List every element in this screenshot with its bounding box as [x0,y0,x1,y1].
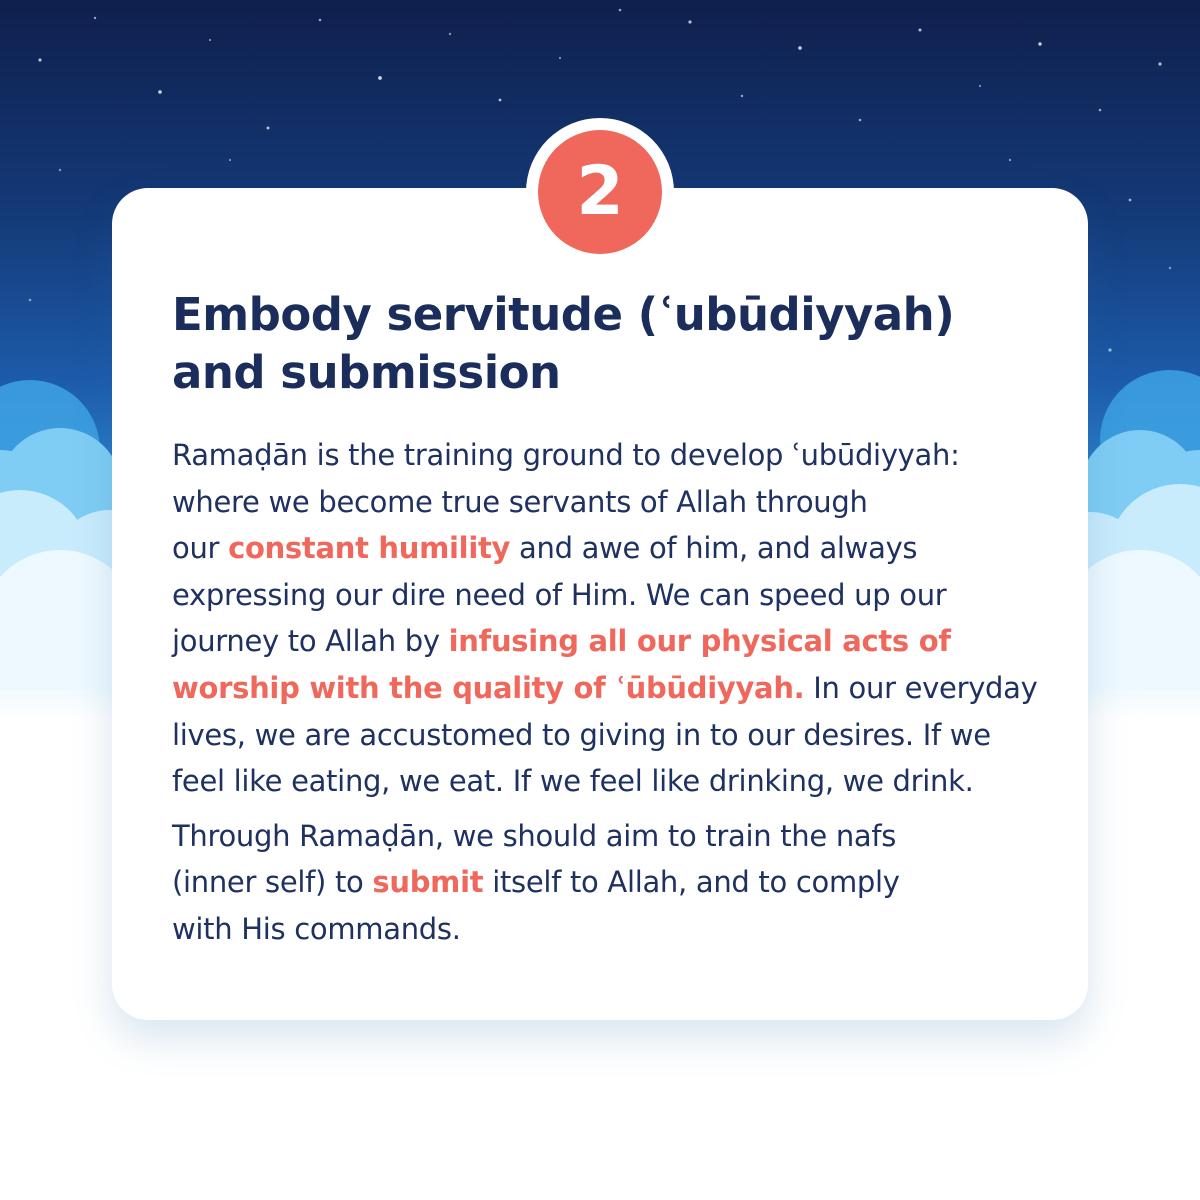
paragraph-1 [172,432,1052,805]
body-line: Through Ramaḍān, we should aim to train the nafs [172,818,897,853]
body-line: feel like eating, we eat. If we feel like drinking, we drink. [172,764,974,799]
title-line-1: Embody servitude (ʿubūdiyyah) [172,288,955,341]
highlight-submit: submit [372,865,484,900]
body-line: where we become true servants of Allah through [172,484,868,519]
card-body [172,432,1052,953]
paragraph-2 [172,813,1052,953]
body-text: itself to Allah, and to comply [483,865,900,900]
body-line [172,665,1052,712]
body-line: lives, we are accustomed to giving in to our desires. If we [172,717,991,752]
title-line-2: and submission [172,346,561,399]
body-line [172,525,1052,572]
step-number-badge [538,130,662,254]
body-line [172,618,1052,665]
body-text: our [172,531,229,566]
highlight-constant-humility: constant humility [228,531,511,566]
step-number: 2 [576,152,624,231]
body-text: and awe of him, and always [510,531,918,566]
body-text: (inner self) to [172,865,373,900]
body-line: with His commands. [172,911,461,946]
body-text: In our everyday [804,670,1038,705]
body-line: expressing our dire need of Him. We can speed up our [172,577,947,612]
body-line [172,859,1052,906]
highlight-infusing-acts: infusing all our physical acts of [448,624,951,659]
card-title [172,286,1032,402]
highlight-worship-quality: worship with the quality of ʿūbūdiyyah. [172,670,805,705]
body-line: Ramaḍān is the training ground to develop ʿubūdiyyah: [172,438,960,472]
body-text: journey to Allah by [172,624,449,659]
